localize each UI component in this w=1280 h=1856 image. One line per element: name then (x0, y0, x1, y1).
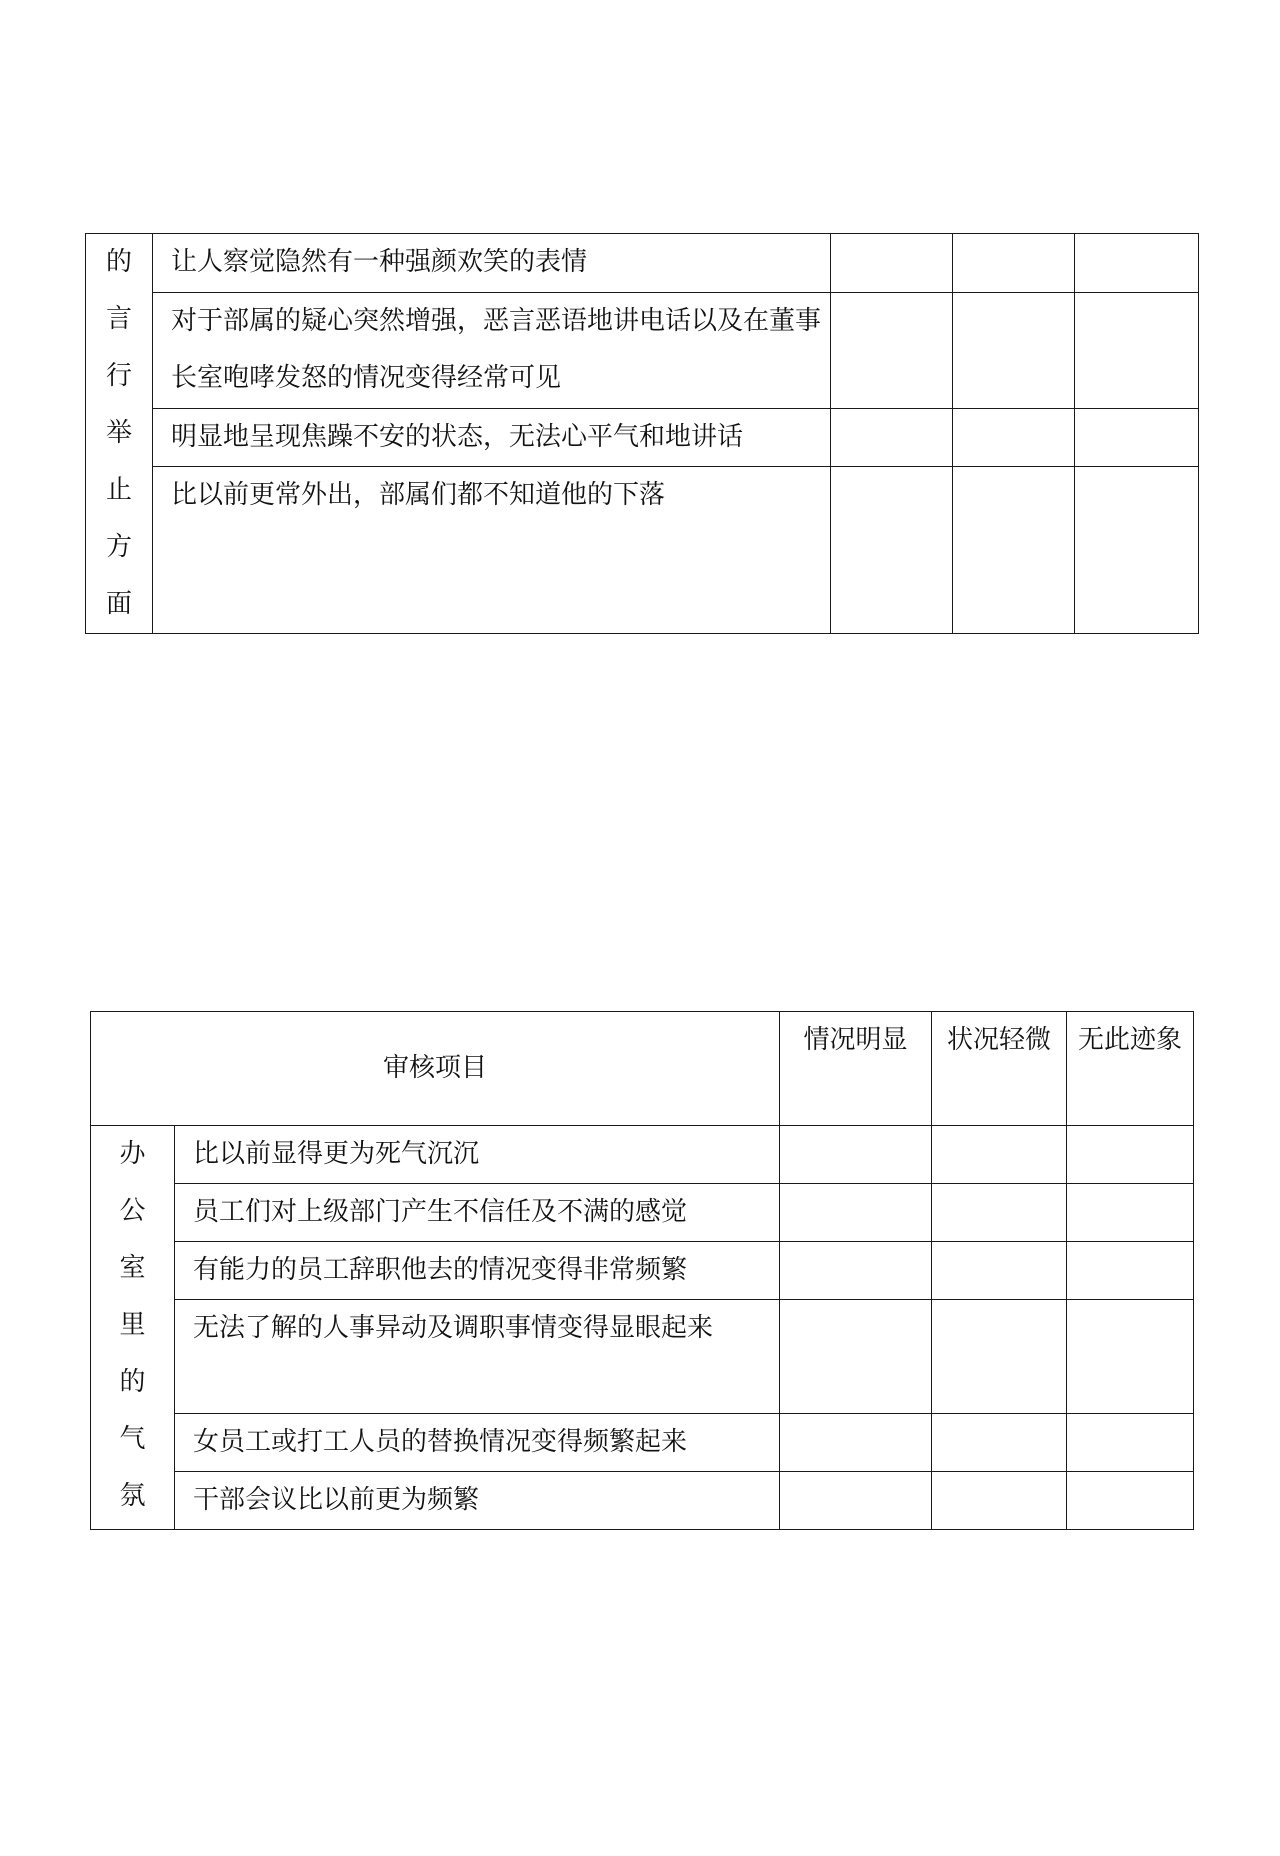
header-none: 无此迹象 (1067, 1012, 1194, 1126)
check-cell-obvious[interactable] (831, 292, 953, 408)
checklist-table-behavior (85, 233, 1199, 634)
item-text: 比以前显得更为死气沉沉 (175, 1126, 780, 1184)
check-cell-obvious[interactable] (780, 1184, 932, 1242)
check-cell-slight[interactable] (932, 1472, 1067, 1530)
check-cell-none[interactable] (1075, 408, 1199, 467)
check-cell-none[interactable] (1067, 1184, 1194, 1242)
category-char: 公 (119, 1196, 146, 1226)
checklist-table-office-atmosphere (90, 1011, 1194, 1530)
check-cell-none[interactable] (1067, 1242, 1194, 1300)
category-char: 面 (105, 589, 132, 619)
check-cell-slight[interactable] (953, 408, 1075, 467)
item-text: 让人察觉隐然有一种强颜欢笑的表情 (153, 234, 831, 293)
check-cell-slight[interactable] (932, 1126, 1067, 1184)
item-text: 女员工或打工人员的替换情况变得频繁起来 (175, 1414, 780, 1472)
item-text: 干部会议比以前更为频繁 (175, 1472, 780, 1530)
category-char: 行 (105, 361, 132, 391)
category-char: 举 (105, 418, 132, 448)
category-char: 办 (119, 1139, 146, 1169)
category-char: 方 (105, 532, 132, 562)
header-obvious: 情况明显 (780, 1012, 932, 1126)
category-char: 止 (105, 475, 132, 505)
check-cell-none[interactable] (1075, 234, 1199, 293)
check-cell-none[interactable] (1067, 1414, 1194, 1472)
check-cell-slight[interactable] (953, 292, 1075, 408)
category-cell (86, 234, 153, 634)
check-cell-none[interactable] (1075, 467, 1199, 634)
header-slight: 状况轻微 (932, 1012, 1067, 1126)
check-cell-obvious[interactable] (780, 1126, 932, 1184)
item-text: 明显地呈现焦躁不安的状态，无法心平气和地讲话 (153, 408, 831, 467)
category-char: 气 (119, 1424, 146, 1454)
category-cell (91, 1126, 175, 1530)
category-char: 言 (105, 304, 132, 334)
check-cell-obvious[interactable] (831, 408, 953, 467)
category-char: 的 (119, 1367, 146, 1397)
check-cell-obvious[interactable] (780, 1300, 932, 1414)
item-text: 对于部属的疑心突然增强，恶言恶语地讲电话以及在董事长室咆哮发怒的情况变得经常可见 (153, 292, 831, 408)
category-char: 室 (119, 1253, 146, 1283)
check-cell-none[interactable] (1067, 1126, 1194, 1184)
header-review-item: 审核项目 (91, 1012, 780, 1126)
check-cell-slight[interactable] (932, 1184, 1067, 1242)
item-text: 比以前更常外出，部属们都不知道他的下落 (153, 467, 831, 634)
category-char: 的 (105, 247, 132, 277)
check-cell-none[interactable] (1067, 1300, 1194, 1414)
check-cell-slight[interactable] (953, 234, 1075, 293)
category-char: 氛 (119, 1481, 146, 1511)
item-text: 无法了解的人事异动及调职事情变得显眼起来 (175, 1300, 780, 1414)
check-cell-none[interactable] (1075, 292, 1199, 408)
check-cell-none[interactable] (1067, 1472, 1194, 1530)
item-text: 员工们对上级部门产生不信任及不满的感觉 (175, 1184, 780, 1242)
item-text: 有能力的员工辞职他去的情况变得非常频繁 (175, 1242, 780, 1300)
check-cell-slight[interactable] (932, 1414, 1067, 1472)
check-cell-slight[interactable] (953, 467, 1075, 634)
check-cell-obvious[interactable] (780, 1472, 932, 1530)
check-cell-slight[interactable] (932, 1300, 1067, 1414)
check-cell-obvious[interactable] (831, 234, 953, 293)
check-cell-slight[interactable] (932, 1242, 1067, 1300)
check-cell-obvious[interactable] (780, 1414, 932, 1472)
category-char: 里 (119, 1310, 146, 1340)
check-cell-obvious[interactable] (831, 467, 953, 634)
check-cell-obvious[interactable] (780, 1242, 932, 1300)
